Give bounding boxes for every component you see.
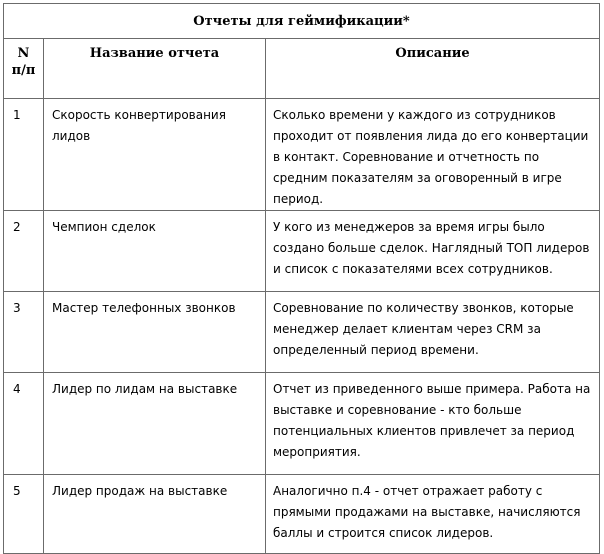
header-number-line2: п/п	[11, 63, 36, 78]
header-number-line1: N	[17, 46, 30, 61]
row-number: 4	[4, 373, 44, 475]
header-description: Описание	[266, 39, 600, 99]
row-report-name: Чемпион сделок	[44, 211, 266, 292]
row-description: У кого из менеджеров за время игры было создано больше сделок. Наглядный ТОП лидеров и список с показателями всех сотрудников.	[266, 211, 600, 292]
title-row	[4, 4, 600, 39]
row-description: Аналогично п.4 - отчет отражает работу с прямыми продажами на выставке, начисляются баллы и строится список лидеров.	[266, 475, 600, 554]
table-row	[4, 373, 600, 475]
row-number: 1	[4, 99, 44, 211]
table-row	[4, 211, 600, 292]
row-report-name: Лидер продаж на выставке	[44, 475, 266, 554]
header-row	[4, 39, 600, 99]
header-number	[4, 39, 44, 99]
table-row	[4, 99, 600, 211]
row-number: 5	[4, 475, 44, 554]
table-row	[4, 292, 600, 373]
row-number: 2	[4, 211, 44, 292]
header-report-name: Название отчета	[44, 39, 266, 99]
table-row	[4, 475, 600, 554]
row-report-name: Скорость конвертирования лидов	[44, 99, 266, 211]
row-number: 3	[4, 292, 44, 373]
row-description: Соревнование по количеству звонков, которые менеджер делает клиентам через CRM за определенный период времени.	[266, 292, 600, 373]
table-title: Отчеты для геймификации*	[4, 4, 600, 39]
row-report-name: Лидер по лидам на выставке	[44, 373, 266, 475]
row-description: Сколько времени у каждого из сотрудников проходит от появления лида до его конвертации в контакт. Соревнование и отчетность по средним показателям за оговоренный в игре период.	[266, 99, 600, 211]
row-description: Отчет из приведенного выше примера. Работа на выставке и соревнование - кто больше потенциальных клиентов привлечет за период мероприятия.	[266, 373, 600, 475]
gamification-reports-table	[3, 3, 600, 554]
row-report-name: Мастер телефонных звонков	[44, 292, 266, 373]
